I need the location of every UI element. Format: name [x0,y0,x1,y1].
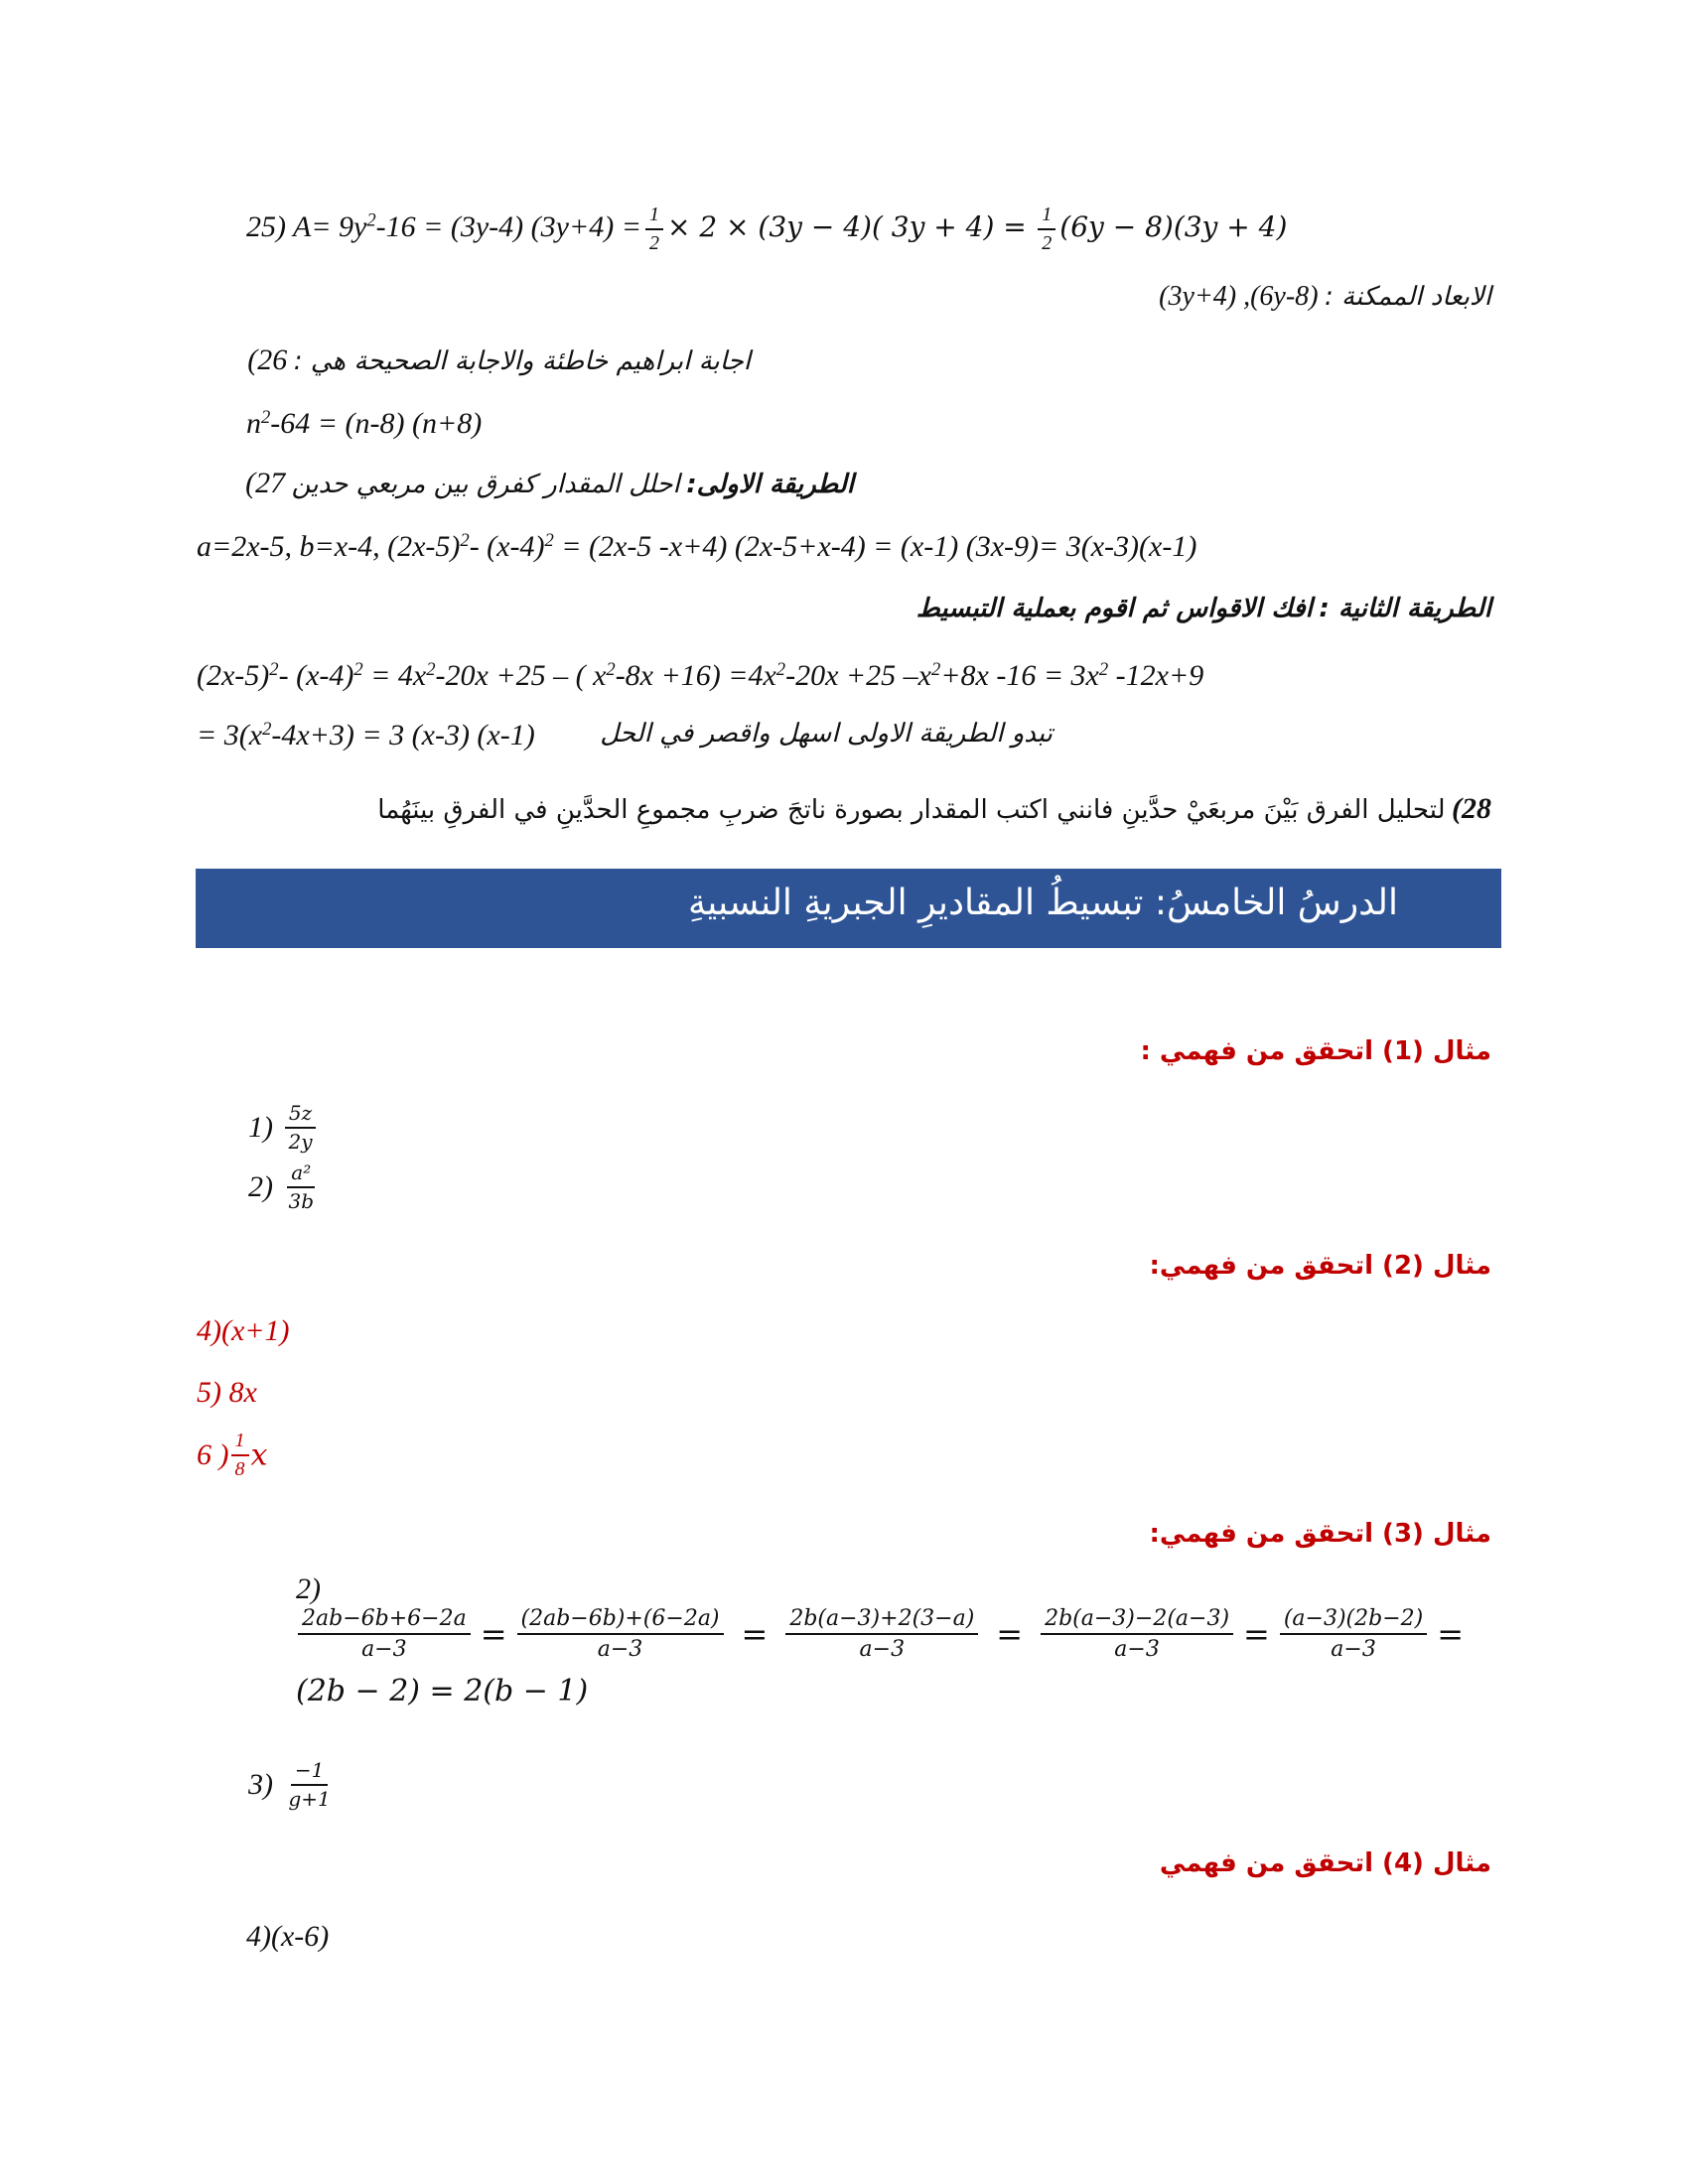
q27-line1 [197,530,1196,564]
example4-answer: 4)(x-6) [246,1920,330,1953]
q25-part1: -16 = (3y-4) (3y+4) = [375,209,641,243]
example3-item3-label: 3) [248,1768,273,1801]
q26-equation [246,407,482,441]
q27-line2-s6: 2 [930,658,941,680]
q25-dims-value: (6y-8), (3y+4) [1159,281,1319,312]
q25-half-fraction: $\frac{1}{2}$ [645,204,663,255]
q27-line1-a: a=2x-5, b=x-4, (2x-5) [197,530,461,563]
q27-line2-s3: 2 [426,658,436,680]
q26-eq-base: n [246,407,261,440]
example2-answer6-label: 6 ) [197,1438,229,1471]
example2-answer4: 4)(x+1) [197,1314,290,1347]
q27-line1-sup2: 2 [544,529,554,551]
example3-fraction4: $\frac{2b(a-3)-2(a-3)}{a-3}$ [1041,1606,1233,1663]
example3-label2: 2) [296,1572,321,1605]
lesson-banner [196,869,1501,948]
example2-answer6-fraction: $\frac{1}{8}$ [231,1430,249,1481]
example3-fraction2: $\frac{(2ab-6b)+(6-2a)}{a-3}$ [517,1606,724,1663]
q27-line3-a: = 3(x [197,719,263,751]
example1-item1 [248,1102,321,1154]
equals-sign: = [996,1615,1024,1654]
example1-title: مثال (1) اتحقق من فهمي : [1140,1036,1491,1066]
q27-line1-c: = (2x-5 -x+4) (2x-5+x-4) = (x-1) (3x-9)= 3(x-3)(x-1) [553,530,1197,563]
example3-fraction1: $\frac{2ab-6b+6-2a}{a-3}$ [298,1606,471,1663]
q25-prefix: 25) A= 9y [246,209,367,243]
q27-method2-text: افك الاقواس ثم اقوم بعملية التبسيط [915,594,1313,623]
q27-line2-s7: 2 [1098,658,1109,680]
example2-answer6-var: x [250,1437,268,1473]
q28-number: 28) [1452,792,1491,825]
q27-number: 27) [245,467,286,499]
example3-equation [294,1606,1470,1663]
example1-item2 [248,1161,322,1213]
q25-half-fraction-2: $\frac{1}{2}$ [1038,204,1055,255]
q27-line2-f: -20x +25 –x [785,659,931,692]
q27-line1-sup1: 2 [460,529,470,551]
lesson-title: الدرسُ الخامسُ: تبسيطُ المقاديرِ الجبريةِ النسبيةِ [687,883,1398,923]
example3-title: مثال (3) اتحقق من فهمي: [1149,1519,1491,1549]
q25-part2: × 2 × (3y − 4)( 3y + 4) = [666,209,1027,243]
q27-line2 [197,659,1203,693]
example1-item1-label: 1) [248,1111,273,1144]
q25-equation [246,204,1287,255]
q27-line2-s5: 2 [775,658,786,680]
example3-fraction5: $\frac{(a-3)(2b-2)}{a-3}$ [1280,1606,1427,1663]
q27-line2-a: (2x-5) [197,659,270,692]
q26-eq-rest: -64 = (n-8) (n+8) [270,407,483,440]
q27-line2-s2: 2 [353,658,363,680]
q27-line1-b: - (x-4) [469,530,545,563]
q27-line2-b: - (x-4) [278,659,354,692]
example4-title: مثال (4) اتحقق من فهمي [1159,1848,1491,1878]
q25-part3: (6y − 8)(3y + 4) [1059,209,1288,243]
q27-line2-s1: 2 [269,658,279,680]
q27-line3 [197,719,535,752]
q27-method1-text: احلل المقدار كفرق بين مربعي حدين [291,470,680,499]
equals-sign: = [1437,1615,1465,1654]
example3-item3-fraction: $\frac{-1}{g+1}$ [288,1758,331,1811]
equals-sign: = [741,1615,769,1654]
q27-line2-e: -8x +16) =4x [615,659,776,692]
example2-answer6 [197,1430,267,1481]
q27-method1 [245,467,854,500]
q25-dimensions [1159,281,1491,313]
q27-note: تبدو الطريقة الاولى اسهل واقصر في الحل [600,719,1053,749]
q27-line2-g: +8x -16 = 3x [940,659,1099,692]
q27-method2 [916,594,1491,623]
example2-answer5: 5) 8x [197,1376,257,1409]
q26-text: اجابة ابراهيم خاطئة والاجابة الصحيحة هي : [293,346,751,376]
example3-result: (2b − 2) = 2(b − 1) [296,1674,589,1708]
example3-fraction3: $\frac{2b(a-3)+2(3-a)}{a-3}$ [785,1606,978,1663]
q28-text: لتحليل الفرق بَيْنَ مربعَيْ حدَّينِ فانني اكتب المقدار بصورة ناتجَ ضربِ مجموعِ الحدَّينِ في الفرقِ بينَهُما [377,795,1446,825]
q26-statement [247,343,751,377]
example3-item3 [248,1759,339,1811]
equals-sign: = [1243,1615,1270,1654]
example2-title: مثال (2) اتحقق من فهمي: [1149,1251,1491,1281]
q28-statement [377,792,1491,826]
q25-exponent: 2 [366,209,376,231]
q27-line2-c: = 4x [362,659,427,692]
q27-line2-h: -12x+9 [1108,659,1204,692]
example1-item1-fraction: $\frac{5z}{2y}$ [285,1102,317,1154]
q26-number: 26) [247,343,288,376]
q26-eq-exponent: 2 [261,406,271,428]
q27-method1-label: الطريقة الاولى: [686,470,854,499]
q25-dims-label: الابعاد الممكنة : [1325,282,1491,312]
q27-method2-label: الطريقة الثانية : [1319,594,1491,623]
q27-line3-sup: 2 [262,718,272,740]
q27-line2-s4: 2 [606,658,616,680]
example1-item2-fraction: $\frac{\text{a²}}{3b}$ [288,1160,315,1213]
equals-sign: = [480,1615,507,1654]
q27-line2-d: -20x +25 – ( x [435,659,607,692]
example1-item2-label: 2) [248,1170,273,1203]
q27-line3-b: -4x+3) = 3 (x-3) (x-1) [271,719,535,751]
